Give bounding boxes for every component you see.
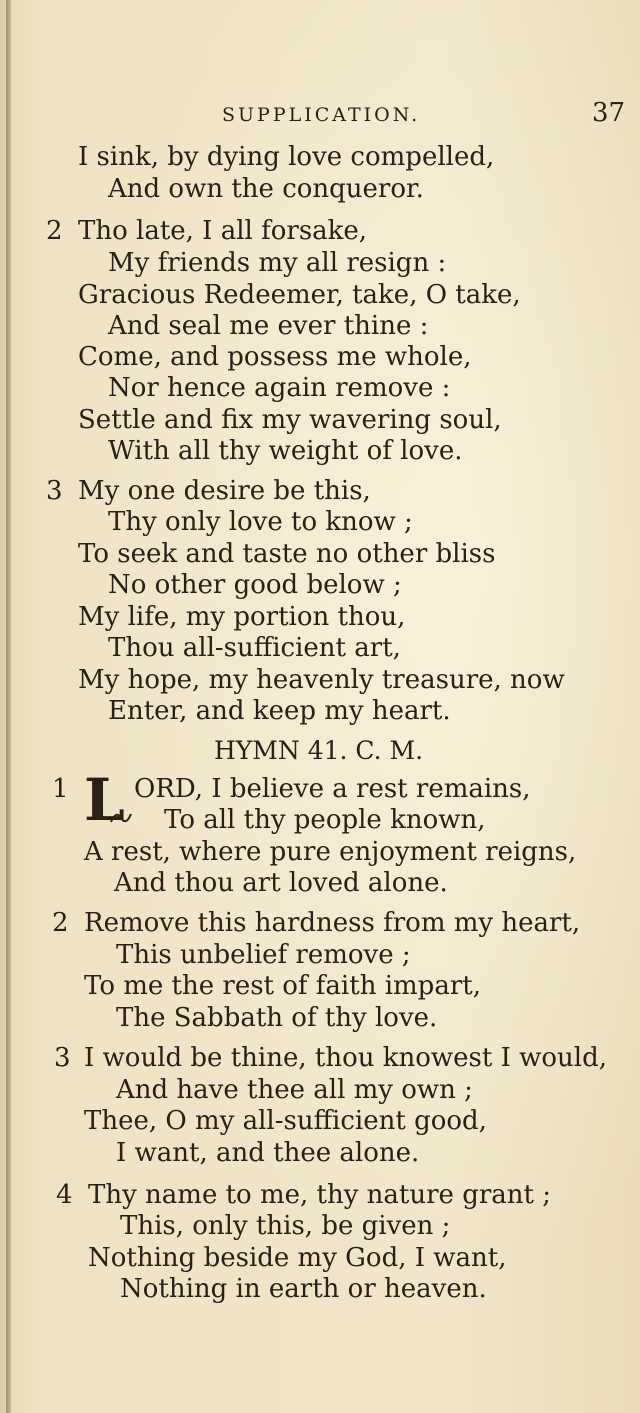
verse-line: With all thy weight of love. — [108, 436, 463, 466]
verse-line: A rest, where pure enjoyment reigns, — [84, 837, 577, 867]
stanza-number: 2 — [46, 216, 63, 246]
verse-line: To me the rest of faith impart, — [84, 971, 481, 1001]
stanza-number: 1 — [52, 774, 69, 804]
page-number: 37 — [592, 98, 626, 128]
verse-line: Enter, and keep my heart. — [108, 696, 451, 726]
verse-line: My friends my all resign : — [108, 248, 447, 278]
stanza-number: 3 — [46, 476, 63, 506]
verse-line: I want, and thee alone. — [116, 1138, 420, 1168]
verse-line: Thy only love to know ; — [108, 507, 413, 537]
verse-line: I would be thine, thou knowest I would, — [84, 1043, 607, 1073]
stanza-number: 3 — [54, 1043, 71, 1073]
verse-line: ORD, I believe a rest remains, — [134, 774, 531, 804]
verse-line: I sink, by dying love compelled, — [78, 142, 495, 172]
stanza-number: 2 — [52, 908, 69, 938]
running-title: SUPPLICATION. — [222, 104, 421, 126]
dropcap-ornament-icon — [110, 808, 132, 826]
verse-line: Thy name to me, thy nature grant ; — [88, 1180, 551, 1210]
verse-line: Nor hence again remove : — [108, 373, 451, 403]
verse-line: The Sabbath of thy love. — [116, 1003, 438, 1033]
verse-line: To all thy people known, — [164, 805, 486, 835]
verse-line: Remove this hardness from my heart, — [84, 908, 581, 938]
drop-cap: L — [84, 766, 125, 834]
verse-line: My hope, my heavenly treasure, now — [78, 665, 565, 695]
verse-line: No other good below ; — [108, 570, 402, 600]
page-header — [0, 98, 640, 132]
verse-line: Gracious Redeemer, take, O take, — [78, 280, 521, 310]
verse-line: And have thee all my own ; — [116, 1075, 473, 1105]
verse-line: Nothing beside my God, I want, — [88, 1243, 507, 1273]
verse-line: Come, and possess me whole, — [78, 342, 472, 372]
verse-line: This, only this, be given ; — [120, 1211, 451, 1241]
stanza-number: 4 — [56, 1180, 73, 1210]
verse-line: My one desire be this, — [78, 476, 371, 506]
verse-line: And own the conqueror. — [108, 174, 424, 204]
verse-line: Thou all-sufficient art, — [108, 633, 401, 663]
verse-line: Nothing in earth or heaven. — [120, 1274, 487, 1304]
page-binding-edge — [6, 0, 11, 1413]
verse-line: This unbelief remove ; — [116, 940, 411, 970]
verse-line: Settle and fix my wavering soul, — [78, 405, 502, 435]
verse-line: And seal me ever thine : — [108, 311, 429, 341]
verse-line: Thee, O my all-sufficient good, — [84, 1106, 487, 1136]
verse-line: To seek and taste no other bliss — [78, 539, 496, 569]
verse-line: My life, my portion thou, — [78, 602, 406, 632]
verse-line: Tho late, I all forsake, — [78, 216, 368, 246]
verse-line: And thou art loved alone. — [114, 868, 448, 898]
hymn-heading: HYMN 41. C. M. — [214, 736, 424, 765]
